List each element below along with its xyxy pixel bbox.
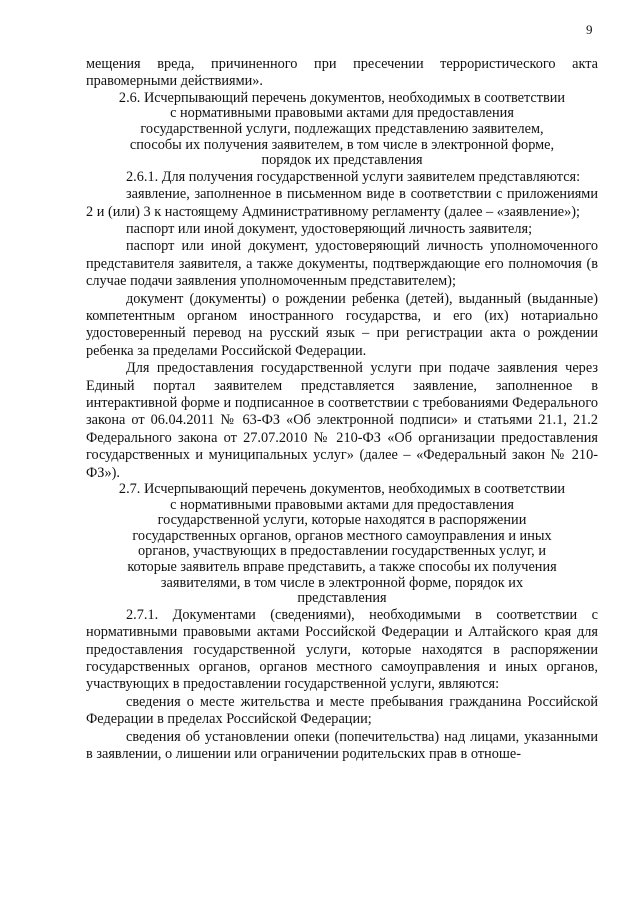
section-heading-2-6: 2.6. Исчерпывающий перечень документов, необходимых в соответствии с нормативными правовыми актами для предоставления государственной услуги, подлежащих представлению заявителем, способы их получения заявителем, в том числе в электронной форме, порядок их представления (118, 89, 566, 169)
paragraph-unified-portal: Для предоставления государственной услуги при подаче заявления через Единый портал заявителем представляется заявление, заполненное в интерактивной форме и подписанное в соответствии с требованиями Федерального закона от 06.04.2011 № 63-ФЗ «Об электронной подписи» и статьями 21.1, 21.2 Федерального закона от 27.07.2010 № 210-ФЗ «Об организации предоставления государственных и муниципальных услуг» (далее – «Федеральный закон № 210-ФЗ»). (86, 360, 598, 481)
page-number: 9 (586, 22, 593, 37)
paragraph-2-6-1: 2.6.1. Для получения государственной услуги заявителем представляются: (126, 168, 581, 185)
list-item-guardianship-info: сведения об установлении опеки (попечительства) над лицами, указанными в заявлении, о лишении или ограничении родительских прав в отноше- (86, 728, 598, 763)
list-item-representative-passport: паспорт или иной документ, удостоверяющий личность уполномоченного представителя заявителя, а также документы, подтверждающие его полномочия (в случае подачи заявления уполномоченным представителем); (86, 238, 598, 290)
list-item-application: заявление, заполненное в письменном виде в соответствии с приложениями 2 и (или) 3 к настоящему Административному регламенту (далее – «заявление»); (86, 186, 598, 220)
paragraph-continuation: мещения вреда, причиненного при пресечении террористического акта правомерными действиями». (86, 56, 598, 90)
paragraph-2-7-1: 2.7.1. Документами (сведениями), необходимыми в соответствии с нормативными правовыми актами Российской Федерации и Алтайского края для предоставления государственной услуги, которые находятся в распоряжении государственных органов, органов местного самоуправления и иных органов, участвующих в предоставлении государственной услуги, являются: (86, 606, 598, 693)
list-item-birth-document: документ (документы) о рождении ребенка (детей), выданный (выданные) компетентным органом иностранного государства, и его (их) нотариально удостоверенный перевод на русский язык – при регистрации акта о рождении ребенка за пределами Российской Федерации. (86, 290, 598, 359)
list-item-residence-info: сведения о месте жительства и месте пребывания гражданина Российской Федерации в пределах Российской Федерации; (86, 693, 598, 728)
list-item-applicant-passport: паспорт или иной документ, удостоверяющий личность заявителя; (126, 221, 533, 237)
section-heading-2-7: 2.7. Исчерпывающий перечень документов, необходимых в соответствии с нормативными правовыми актами для предоставления государственной услуги, которые находятся в распоряжении государственных органов, органов местного самоуправления и иных органов, участвующих в предоставлении государственных услуг, и которые заявитель вправе представить, а также способы их получения заявителями, в том числе в электронной форме, порядок их представления (118, 481, 566, 607)
page-content (86, 56, 598, 764)
